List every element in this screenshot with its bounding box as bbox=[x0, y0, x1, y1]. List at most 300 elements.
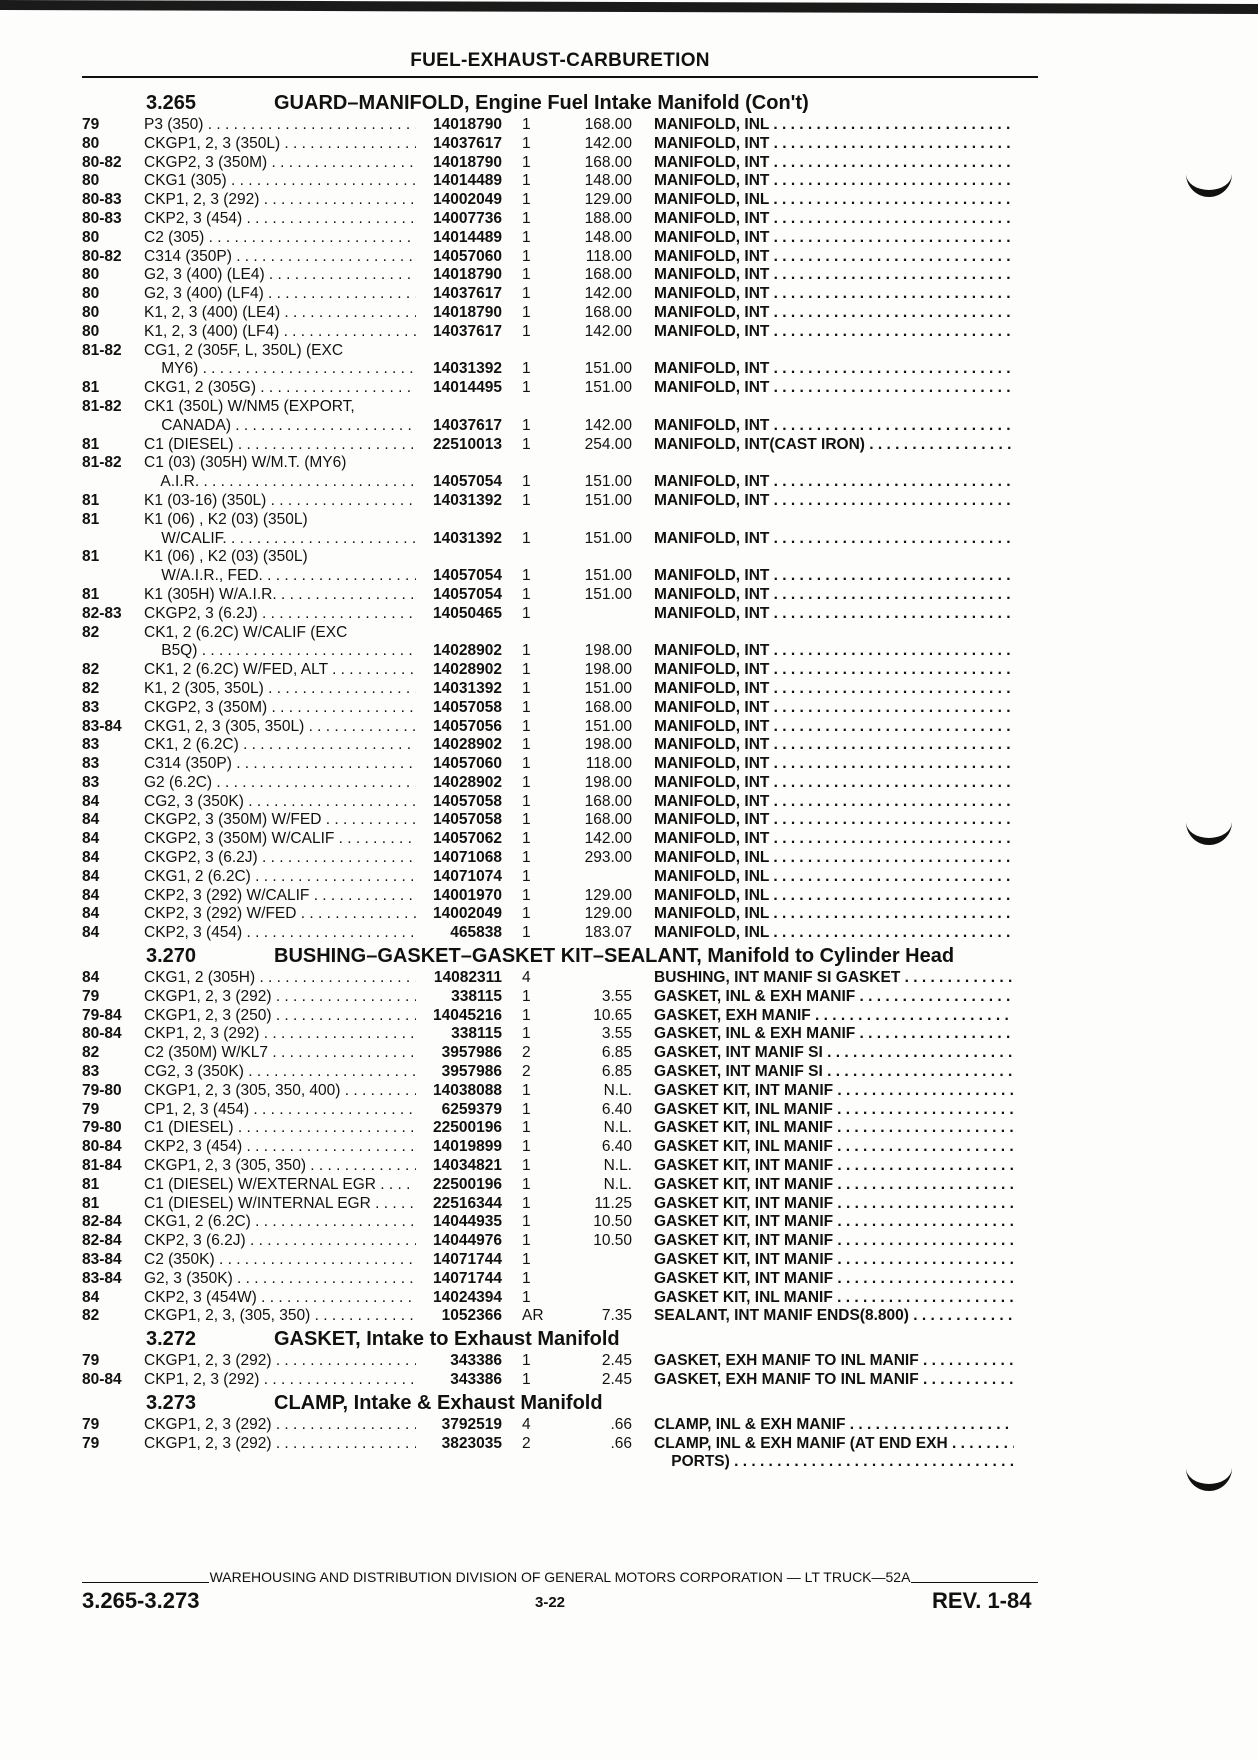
parts-row bbox=[82, 1307, 1042, 1326]
part-number: 14045216 bbox=[433, 1006, 502, 1024]
application bbox=[144, 1025, 416, 1044]
application-text: C2 (350K) . . . bbox=[144, 1251, 416, 1270]
quantity: 1 bbox=[522, 1081, 531, 1099]
parts-row bbox=[82, 868, 1042, 887]
description-text: MANIFOLD, INT . . . bbox=[654, 492, 1014, 511]
catalog-section bbox=[82, 943, 1042, 1326]
application-text: K1 (305H) W/A.I.R. . . . bbox=[144, 586, 416, 605]
application-text: G2, 3 (400) (LE4) . . . bbox=[144, 266, 416, 285]
application-text: G2, 3 (350K) . . . bbox=[144, 1270, 416, 1289]
part-number: 14024394 bbox=[433, 1288, 502, 1306]
quantity: 1 bbox=[522, 811, 531, 829]
part-number: 14037617 bbox=[433, 416, 502, 434]
parts-row bbox=[82, 1101, 1042, 1120]
price: 198.00 bbox=[584, 773, 632, 791]
description bbox=[632, 1119, 1014, 1138]
quantity: 1 bbox=[522, 529, 531, 547]
price: 148.00 bbox=[584, 228, 632, 246]
parts-row bbox=[82, 210, 1042, 229]
description bbox=[632, 229, 1014, 248]
description bbox=[632, 492, 1014, 511]
application-text: CKG1 (305) . . . bbox=[144, 172, 416, 191]
application bbox=[144, 492, 416, 511]
description-text: GASKET, EXH MANIF . . . bbox=[654, 1007, 1014, 1026]
quantity: 1 bbox=[522, 435, 531, 453]
model-year: 81 bbox=[82, 379, 100, 397]
parts-row bbox=[82, 1138, 1042, 1157]
description bbox=[632, 154, 1014, 173]
application-text: A.I.R. . . . bbox=[144, 473, 416, 492]
price: 118.00 bbox=[585, 755, 632, 773]
description bbox=[632, 1195, 1014, 1214]
quantity: 1 bbox=[522, 1025, 531, 1043]
parts-row bbox=[82, 642, 1042, 661]
quantity: 1 bbox=[522, 1288, 531, 1306]
description bbox=[632, 1270, 1014, 1289]
model-year: 83 bbox=[82, 736, 100, 754]
description bbox=[632, 1352, 1014, 1371]
part-number: 14057054 bbox=[433, 567, 502, 585]
section-number: 3.273 bbox=[146, 1391, 197, 1414]
application bbox=[144, 1063, 416, 1082]
price: 198.00 bbox=[584, 736, 632, 754]
price: 11.25 bbox=[594, 1194, 632, 1212]
description bbox=[632, 210, 1014, 229]
price: 129.00 bbox=[584, 191, 632, 209]
application bbox=[144, 905, 416, 924]
application bbox=[144, 1416, 416, 1435]
parts-row bbox=[82, 793, 1042, 812]
model-year: 79 bbox=[82, 1415, 100, 1433]
model-year: 81-82 bbox=[82, 341, 122, 359]
section-number: 3.272 bbox=[146, 1328, 197, 1351]
quantity: 1 bbox=[522, 755, 531, 773]
price: 6.40 bbox=[601, 1100, 632, 1118]
application bbox=[144, 304, 416, 323]
description-text: MANIFOLD, INT . . . bbox=[654, 210, 1014, 229]
price: N.L. bbox=[603, 1081, 632, 1099]
description bbox=[632, 793, 1014, 812]
application-text: CK1, 2 (6.2C) W/FED, ALT . . . bbox=[144, 661, 416, 680]
description bbox=[632, 1289, 1014, 1308]
part-number: 14057058 bbox=[433, 792, 502, 810]
parts-row bbox=[82, 1195, 1042, 1214]
model-year: 80-82 bbox=[82, 247, 122, 265]
parts-row bbox=[82, 567, 1042, 586]
parts-row bbox=[82, 511, 1042, 530]
application-text: B5Q) . . . bbox=[144, 642, 416, 661]
model-year: 79 bbox=[82, 1352, 100, 1370]
application bbox=[144, 699, 416, 718]
price: 151.00 bbox=[584, 360, 632, 378]
description bbox=[632, 736, 1014, 755]
application-text: CP1, 2, 3 (454) . . . bbox=[144, 1101, 416, 1120]
part-number: 14057054 bbox=[433, 585, 502, 603]
description-text: MANIFOLD, INT . . . bbox=[654, 229, 1014, 248]
part-number: 14014495 bbox=[433, 379, 502, 397]
quantity: 1 bbox=[522, 1269, 531, 1287]
description-text: GASKET KIT, INL MANIF . . . bbox=[654, 1101, 1014, 1120]
part-number: 14028902 bbox=[433, 736, 502, 754]
description bbox=[632, 642, 1014, 661]
price: 188.00 bbox=[584, 209, 632, 227]
section-title: GASKET, Intake to Exhaust Manifold bbox=[274, 1328, 620, 1351]
part-number: 14044935 bbox=[433, 1213, 502, 1231]
description bbox=[632, 811, 1014, 830]
model-year: 79-84 bbox=[82, 1006, 122, 1024]
application-text: C1 (DIESEL) W/EXTERNAL EGR . . . bbox=[144, 1176, 416, 1195]
parts-row bbox=[82, 969, 1042, 988]
model-year: 80 bbox=[82, 266, 100, 284]
part-number: 14057054 bbox=[433, 473, 502, 491]
quantity: 1 bbox=[522, 567, 531, 585]
price: 10.65 bbox=[593, 1006, 632, 1024]
model-year: 79 bbox=[82, 116, 100, 133]
description-text: MANIFOLD, INT(CAST IRON) . . . bbox=[654, 436, 1014, 455]
model-year: 84 bbox=[82, 830, 100, 848]
description-text: GASKET, INL & EXH MANIF . . . bbox=[654, 988, 1014, 1007]
application bbox=[144, 849, 416, 868]
model-year: 79-80 bbox=[82, 1119, 122, 1137]
part-number: 14018790 bbox=[433, 303, 502, 321]
footer-division: WAREHOUSING AND DISTRIBUTION DIVISION OF GENERAL MOTORS CORPORATION — LT TRUCK—52A bbox=[209, 1569, 911, 1585]
section-heading bbox=[82, 1390, 1042, 1416]
application bbox=[144, 1435, 416, 1454]
application bbox=[144, 1044, 416, 1063]
part-number: 22516344 bbox=[433, 1194, 502, 1212]
description-text: BUSHING, INT MANIF SI GASKET . . . bbox=[654, 969, 1014, 988]
description bbox=[632, 323, 1014, 342]
model-year: 83 bbox=[82, 698, 100, 716]
description bbox=[632, 135, 1014, 154]
part-number: 22510013 bbox=[433, 435, 502, 453]
section-number: 3.265 bbox=[146, 92, 197, 114]
application bbox=[144, 624, 416, 643]
parts-row bbox=[82, 116, 1042, 135]
application bbox=[144, 285, 416, 304]
part-number: 14057058 bbox=[433, 698, 502, 716]
model-year: 84 bbox=[82, 792, 100, 810]
description-text: MANIFOLD, INT . . . bbox=[654, 680, 1014, 699]
application bbox=[144, 680, 416, 699]
description-text: MANIFOLD, INL . . . bbox=[654, 116, 1014, 135]
application-text: CKGP1, 2, 3 (305, 350) . . . bbox=[144, 1157, 416, 1176]
description bbox=[632, 1138, 1014, 1157]
description bbox=[632, 1416, 1014, 1435]
parts-row bbox=[82, 1176, 1042, 1195]
parts-row bbox=[82, 661, 1042, 680]
part-number: 14044976 bbox=[433, 1232, 502, 1250]
application bbox=[144, 511, 416, 530]
application bbox=[144, 1157, 416, 1176]
parts-row bbox=[82, 1063, 1042, 1082]
model-year: 83 bbox=[82, 755, 100, 773]
parts-row bbox=[82, 1352, 1042, 1371]
part-number: 14082311 bbox=[433, 969, 502, 987]
description bbox=[632, 1007, 1014, 1026]
price: 168.00 bbox=[584, 153, 632, 171]
description-text: MANIFOLD, INT . . . bbox=[654, 736, 1014, 755]
description-text: MANIFOLD, INT . . . bbox=[654, 774, 1014, 793]
catalog-section bbox=[82, 1390, 1042, 1472]
parts-row bbox=[82, 398, 1042, 417]
model-year: 84 bbox=[82, 969, 100, 987]
description-text: MANIFOLD, INT . . . bbox=[654, 567, 1014, 586]
application bbox=[144, 323, 416, 342]
description-text: MANIFOLD, INT . . . bbox=[654, 661, 1014, 680]
quantity: 1 bbox=[522, 473, 531, 491]
parts-row bbox=[82, 360, 1042, 379]
part-number: 338115 bbox=[451, 987, 502, 1005]
price: N.L. bbox=[603, 1157, 632, 1175]
part-number: 343386 bbox=[450, 1371, 502, 1388]
description-text: MANIFOLD, INT . . . bbox=[654, 699, 1014, 718]
application-text: CK1, 2 (6.2C) W/CALIF (EXC bbox=[144, 623, 348, 641]
price: 151.00 bbox=[584, 717, 632, 735]
quantity: 4 bbox=[522, 1415, 531, 1433]
part-number: 14018790 bbox=[433, 266, 502, 284]
binder-hole bbox=[1186, 1462, 1232, 1491]
description bbox=[632, 1371, 1014, 1390]
quantity: 1 bbox=[522, 1371, 531, 1388]
model-year: 79 bbox=[82, 1100, 100, 1118]
quantity: 1 bbox=[522, 285, 531, 303]
quantity: 1 bbox=[522, 1213, 531, 1231]
part-number: 14031392 bbox=[433, 679, 502, 697]
application bbox=[144, 811, 416, 830]
model-year: 81-82 bbox=[82, 454, 122, 472]
price: 168.00 bbox=[584, 811, 632, 829]
part-number: 465838 bbox=[450, 924, 502, 942]
application bbox=[144, 924, 416, 943]
price: 151.00 bbox=[584, 473, 632, 491]
parts-row bbox=[82, 1289, 1042, 1308]
quantity: 1 bbox=[522, 116, 531, 133]
application-text: CKGP2, 3 (350M) W/FED . . . bbox=[144, 811, 416, 830]
application-text: CK1, 2 (6.2C) . . . bbox=[144, 736, 416, 755]
application bbox=[144, 736, 416, 755]
quantity: 1 bbox=[522, 1006, 531, 1024]
description-text: GASKET KIT, INT MANIF . . . bbox=[654, 1232, 1014, 1251]
quantity: 1 bbox=[522, 322, 531, 340]
application-text: CKP1, 2, 3 (292) . . . bbox=[144, 1371, 416, 1390]
model-year: 83 bbox=[82, 773, 100, 791]
description-text: MANIFOLD, INT . . . bbox=[654, 830, 1014, 849]
description bbox=[632, 417, 1014, 436]
application bbox=[144, 1289, 416, 1308]
application bbox=[144, 379, 416, 398]
application bbox=[144, 360, 416, 379]
application-text: CKGP2, 3 (6.2J) . . . bbox=[144, 849, 416, 868]
price: 148.00 bbox=[584, 172, 632, 190]
part-number: 14057062 bbox=[433, 830, 502, 848]
part-number: 14028902 bbox=[433, 661, 502, 679]
model-year: 80-83 bbox=[82, 191, 122, 209]
application bbox=[144, 1232, 416, 1251]
description-text: MANIFOLD, INT . . . bbox=[654, 304, 1014, 323]
binder-hole bbox=[1186, 168, 1232, 197]
description bbox=[632, 699, 1014, 718]
application-text: CKGP1, 2, 3, (305, 350) . . . bbox=[144, 1307, 416, 1326]
application-text: K1, 2, 3 (400) (LF4) . . . bbox=[144, 323, 416, 342]
parts-row bbox=[82, 1213, 1042, 1232]
parts-row bbox=[82, 905, 1042, 924]
application-text: C1 (DIESEL) . . . bbox=[144, 1119, 416, 1138]
part-number: 14037617 bbox=[433, 322, 502, 340]
price: 142.00 bbox=[584, 134, 632, 152]
application-text: CK1 (350L) W/NM5 (EXPORT, bbox=[144, 397, 355, 415]
section-title: BUSHING–GASKET–GASKET KIT–SEALANT, Manifold to Cylinder Head bbox=[274, 945, 955, 968]
part-number: 14001970 bbox=[433, 886, 502, 904]
model-year: 80-83 bbox=[82, 209, 122, 227]
quantity: 1 bbox=[522, 1232, 531, 1250]
quantity: 1 bbox=[522, 134, 531, 152]
application bbox=[144, 774, 416, 793]
application-text: K1 (06) , K2 (03) (350L) bbox=[144, 510, 308, 528]
part-number: 14014489 bbox=[433, 172, 502, 190]
quantity: 1 bbox=[522, 153, 531, 171]
quantity: 1 bbox=[522, 1119, 531, 1137]
application-text: C2 (305) . . . bbox=[144, 229, 416, 248]
price: 118.00 bbox=[585, 247, 632, 265]
part-number: 6259379 bbox=[441, 1100, 502, 1118]
description bbox=[632, 1082, 1014, 1101]
part-number: 14014489 bbox=[433, 228, 502, 246]
application bbox=[144, 661, 416, 680]
description-text: MANIFOLD, INT . . . bbox=[654, 172, 1014, 191]
quantity: 1 bbox=[522, 867, 531, 885]
application-text: CKGP2, 3 (6.2J) . . . bbox=[144, 605, 416, 624]
description-text: MANIFOLD, INT . . . bbox=[654, 248, 1014, 267]
part-number: 1052366 bbox=[441, 1307, 502, 1325]
description-text: MANIFOLD, INL . . . bbox=[654, 887, 1014, 906]
section-heading bbox=[82, 1326, 1042, 1352]
parts-row bbox=[82, 172, 1042, 191]
model-year: 82-84 bbox=[82, 1232, 122, 1250]
parts-row bbox=[82, 586, 1042, 605]
description bbox=[632, 1435, 1014, 1454]
application bbox=[144, 1195, 416, 1214]
quantity: 1 bbox=[522, 266, 531, 284]
quantity: 1 bbox=[522, 661, 531, 679]
application bbox=[144, 530, 416, 549]
quantity: 2 bbox=[522, 1434, 531, 1452]
application-text: CKG1, 2 (6.2C) . . . bbox=[144, 868, 416, 887]
description bbox=[632, 905, 1014, 924]
price: 6.40 bbox=[601, 1138, 632, 1156]
parts-row bbox=[82, 1119, 1042, 1138]
parts-row bbox=[82, 1270, 1042, 1289]
part-number: 14037617 bbox=[433, 134, 502, 152]
model-year: 84 bbox=[82, 905, 100, 923]
application-text: G2 (6.2C) . . . bbox=[144, 774, 416, 793]
price: 129.00 bbox=[584, 886, 632, 904]
price: N.L. bbox=[603, 1175, 632, 1193]
part-number: 14057060 bbox=[433, 755, 502, 773]
quantity: 1 bbox=[522, 905, 531, 923]
part-number: 14028902 bbox=[433, 642, 502, 660]
application-text: CG2, 3 (350K) . . . bbox=[144, 1063, 416, 1082]
description bbox=[632, 1157, 1014, 1176]
parts-row bbox=[82, 436, 1042, 455]
application bbox=[144, 1352, 416, 1371]
page-number: 3-22 bbox=[535, 1594, 566, 1611]
application-text: P3 (350) . . . bbox=[144, 116, 416, 135]
model-year: 83 bbox=[82, 1063, 100, 1081]
description bbox=[632, 1307, 1014, 1326]
description-text: MANIFOLD, INT . . . bbox=[654, 755, 1014, 774]
description-text: MANIFOLD, INL . . . bbox=[654, 868, 1014, 887]
description bbox=[632, 661, 1014, 680]
model-year: 84 bbox=[82, 849, 100, 867]
page-title: FUEL-EXHAUST-CARBURETION bbox=[410, 50, 710, 71]
description-text: GASKET, EXH MANIF TO INL MANIF . . . bbox=[654, 1352, 1014, 1371]
description-text: GASKET, EXH MANIF TO INL MANIF . . . bbox=[654, 1371, 1014, 1390]
price: 151.00 bbox=[584, 491, 632, 509]
description-text: MANIFOLD, INL . . . bbox=[654, 191, 1014, 210]
application-text: CKGP2, 3 (350M) . . . bbox=[144, 699, 416, 718]
application-text: CKGP1, 2, 3 (292) . . . bbox=[144, 1352, 416, 1371]
model-year: 80 bbox=[82, 228, 100, 246]
footer-rule-right bbox=[911, 1582, 1038, 1583]
price: 2.45 bbox=[601, 1371, 632, 1388]
parts-row bbox=[82, 1044, 1042, 1063]
price: 129.00 bbox=[584, 905, 632, 923]
model-year: 80-84 bbox=[82, 1025, 122, 1043]
description-text: SEALANT, INT MANIF ENDS(8.800) . . . bbox=[654, 1307, 1014, 1326]
application bbox=[144, 473, 416, 492]
parts-row bbox=[82, 266, 1042, 285]
description bbox=[632, 887, 1014, 906]
price: .66 bbox=[610, 1415, 632, 1433]
price: 198.00 bbox=[584, 642, 632, 660]
description bbox=[632, 1044, 1014, 1063]
description-text: GASKET KIT, INT MANIF . . . bbox=[654, 1195, 1014, 1214]
parts-row bbox=[82, 229, 1042, 248]
description-text: GASKET KIT, INL MANIF . . . bbox=[654, 1138, 1014, 1157]
parts-row bbox=[82, 417, 1042, 436]
description-text: GASKET, INL & EXH MANIF . . . bbox=[654, 1025, 1014, 1044]
section-title: GUARD–MANIFOLD, Engine Fuel Intake Manifold (Con't) bbox=[274, 92, 809, 114]
price: 142.00 bbox=[584, 285, 632, 303]
description-text: MANIFOLD, INT . . . bbox=[654, 530, 1014, 549]
price: 168.00 bbox=[584, 698, 632, 716]
application bbox=[144, 586, 416, 605]
application bbox=[144, 868, 416, 887]
description-text: MANIFOLD, INL . . . bbox=[654, 905, 1014, 924]
parts-row bbox=[82, 473, 1042, 492]
parts-row bbox=[82, 1435, 1042, 1454]
quantity: 1 bbox=[522, 792, 531, 810]
application-text: C1 (DIESEL) . . . bbox=[144, 436, 416, 455]
model-year: 82-84 bbox=[82, 1213, 122, 1231]
description bbox=[632, 586, 1014, 605]
application-text: CKG1, 2 (305H) . . . bbox=[144, 969, 416, 988]
parts-row bbox=[82, 811, 1042, 830]
description-text: GASKET, INT MANIF SI . . . bbox=[654, 1063, 1014, 1082]
part-number: 14007736 bbox=[433, 209, 502, 227]
application-text: CKG1, 2, 3 (305, 350L) . . . bbox=[144, 718, 416, 737]
application-text: CKP2, 3 (454) . . . bbox=[144, 210, 416, 229]
section-heading bbox=[82, 90, 1042, 116]
part-number: 14057058 bbox=[433, 811, 502, 829]
quantity: 1 bbox=[522, 1157, 531, 1175]
application-text: CKP2, 3 (454) . . . bbox=[144, 924, 416, 943]
application-text: C1 (DIESEL) W/INTERNAL EGR . . . bbox=[144, 1195, 416, 1214]
description bbox=[632, 830, 1014, 849]
price: 151.00 bbox=[584, 529, 632, 547]
application bbox=[144, 398, 416, 417]
